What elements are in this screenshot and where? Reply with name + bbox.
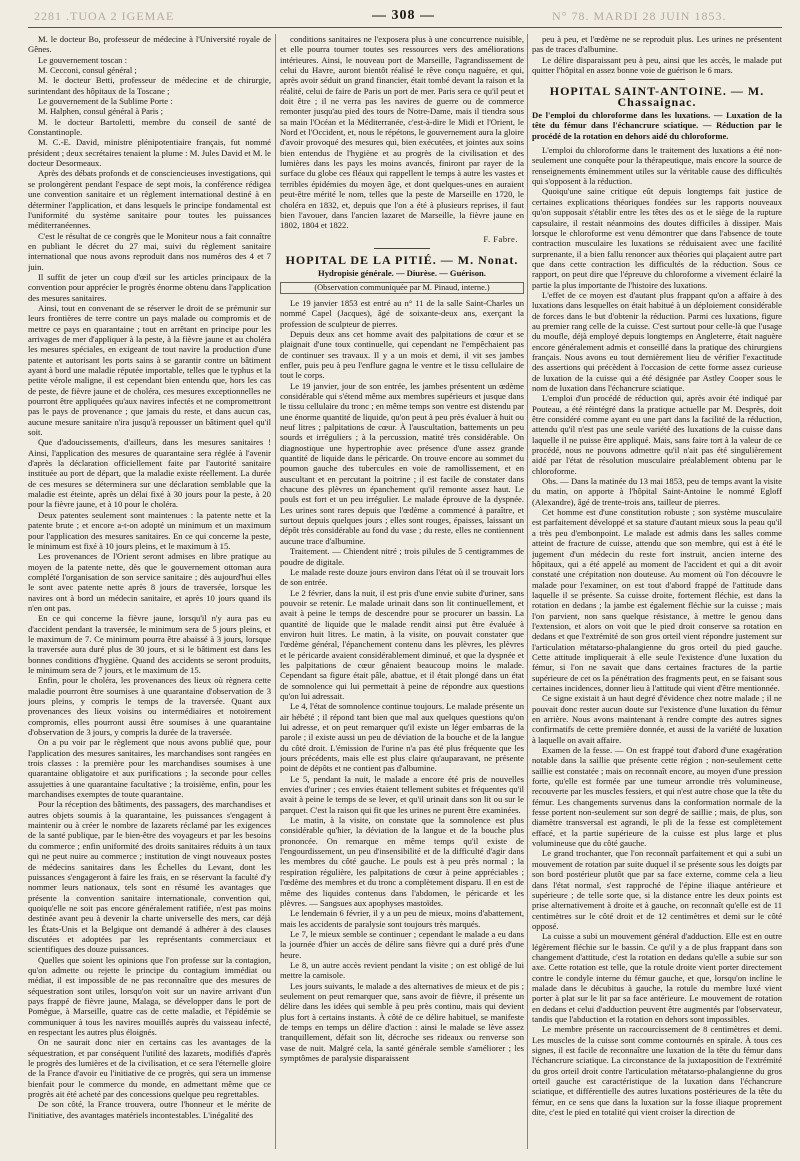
col3-top-paragraphs xyxy=(532,34,782,75)
paragraph: Le gouvernement de la Sublime Porte : xyxy=(38,96,173,107)
column-1 xyxy=(28,34,271,1152)
paragraph: De son côté, la France trouvera, outre l'honneur et le mérite de l'initiative, des avantages matériels incontestables. L'inégalité des xyxy=(28,1099,271,1120)
col1-paragraphs xyxy=(28,34,271,1120)
paragraph: Enfin, pour le choléra, les provenances des lieux où règnera cette maladie pourront être soumises à une quarantaine d'observation de 3 jours pleins, y compris le temps de la traversée. Quant aux provenances des lieux voisins ou intermédiaires et notoirement compromis, elles pourront aussi être soumises à une quarantaine d'observation de 3 jours, y compris la durée de la traversée. xyxy=(28,675,271,738)
paragraph: Cet homme est d'une constitution robuste ; son système musculaire est parfaitement développé et sa stature d'autant mieux sous la peau qu'il a très peu d'embonpoint. Le malade est admis dans les salles comme atteint de fracture de cuisse, attendu que son membre, qui est à été le jugement d'un médecin du reste fort instruit, ancien interne des hôpitaux, qui a été appelé au moment de l'accident et qui a dit avoir constaté une crépitation non douteuse. Au moment où l'on découvre le malade pour l'examiner, on est tout d'abord frappé de l'attitude dans laquelle il se présente. Sa cuisse droite, fortement fléchie, est dans la rotation en dedans ; la jambe est également fléchie sur la cuisse ; mais l'on parvient, non sans quelque résistance, à mettre le genou dans l'extension, et alors on voit que le pied droit conserve sa rotation en dedans et que l'extrémité de son gros orteil vient répondre justement sur l'articulation métatarso-phalangienne du gros orteil du pied gauche. Cette attitude impliquerait à elle seule l'existence d'une luxation du fémur, si l'on ne savait que dans certaines fractures de la partie supérieure de cet os la pénétration des fragments peut, en se faisant sous certaines incidences, donner lieu à l'attitude qui vient d'être mentionnée. xyxy=(532,507,782,693)
paragraph: Pour la réception des bâtiments, des passagers, des marchandises et autres objets soumis à la quarantaine, les puissances s'engagent à maintenir ou à créer le nombre de lazarets réclamé par les exigences de la santé publique, par le bien-être des voyageurs et par les besoins du commerce ; enfin uniformité des droits sanitaires réduits à un taux qui ne peut nuire au commerce ; institution de vingt nouveaux postes de médecins sanitaires dans les Échelles du Levant, dont les puissances s'engageront à faire les frais, en se réservant la faculté d'y nommer leurs nationaux, tels sont en résumé les avantages que présente la convention sanitaire internationale, convention qui, quoiqu'elle ne soit pas encore généralement ratifiée, n'est pas moins destinée avant peu à devenir la charte universelle des mers, car déjà les États-Unis et la Belgique ont demandé à adhérer à des clauses discutées et adoptées par les représentants commerciaux et scientifiques des douze puissances. xyxy=(28,799,271,955)
paragraph: Ce signe existait à un haut degré d'évidence chez notre malade ; il ne pouvait donc rester aucun doute sur l'existence d'une luxation du fémur en arrière. Nous avons maintenant à rendre compte des autres signes confirmatifs de cette première donnée, et aussi de la variété de luxation à laquelle on avait affaire. xyxy=(532,693,782,745)
paragraph: Les provenances de l'Orient seront admises en libre pratique au moyen de la patente nette, dès que le gouvernement ottoman aura complété l'organisation de son service sanitaire ; dès aujourd'hui elles le sont avec patente nette après 8 jours de traversée, lorsque les navires ont à bord un médecin sanitaire, et après 10 jours quand ils n'en ont pas. xyxy=(28,551,271,613)
paragraph: Le 19 janvier 1853 est entré au n° 11 de la salle Saint-Charles un nommé Capel (Jacques), âgé de soixante-deux ans, exerçant la profession de sculpteur de pierres. xyxy=(280,297,524,329)
hospital-pitie-heading: HOPITAL DE LA PITIÉ. — M. Nonat. xyxy=(285,252,519,267)
paragraph: Quoiqu'une saine critique eût depuis longtemps fait justice de certaines explications théoriques fondées sur les rapports nouveaux qu'on supposait s'établir entre les têtes des os et le siège de la rupture capsulaire, il restait néanmoins des doutes difficiles à dissiper. Mais lorsque le chloroforme est venu démontrer que dans l'absence de toute contraction musculaire les luxations se réduisaient avec une facilité surprenante, il a bien fallu renoncer aux théories qui plaçaient autre part que dans cette contraction les difficultés de la réduction. Sous ce rapport, on peut dire que l'épreuve du chloroforme a vivement éclairé la partie la plus importante de l'histoire des luxations. xyxy=(532,186,782,290)
paragraph: Depuis deux ans cet homme avait des palpitations de cœur et se plaignait d'une toux continuelle, qui cependant ne l'empêchaient pas de continuer ses travaux. Il y a un mois et demi, il vit ses jambes enfler, puis peu à peu l'enflure gagna le ventre et le tissu cellulaire de tout le corps. xyxy=(280,328,524,381)
header-bleed-right: N° 78. MARDI 28 JUIN 1853. xyxy=(552,9,727,23)
paragraph: L'emploi du chloroforme dans le traitement des luxations a été non-seulement une conquête pour la thérapeutique, mais encore la source de renseignements éminemment utiles sur la véritable cause des difficultés qui s'opposent à la réduction. xyxy=(532,145,782,187)
paragraph: On ne saurait donc nier en certains cas les avantages de la séquestration, et par conséquent l'utilité des lazarets, modifiés d'après le progrès des lumières et de la civilisation, et ce sera l'éternelle gloire de la France d'avoir eu l'initiative de ce progrès, qui sera un immense bienfait pour le commerce du monde, en admettant même que ce progrès ait été acheté par des concessions quelque peu regrettables. xyxy=(28,1037,271,1100)
paragraph: Le 8, un autre accès revient pendant la visite ; on est obligé de lui mettre la camisole. xyxy=(280,959,524,981)
hospital-pitie-subtitle: Hydropisie générale. — Diurèse. — Guérison. xyxy=(318,268,486,279)
paragraph: Traitement. — Chiendent nitré ; trois pilules de 5 centigrammes de poudre de digitale. xyxy=(280,546,524,567)
paragraph: L'effet de ce moyen est d'autant plus frappant qu'on a affaire à des luxations dans lesquelles on était habitué à un déploiement considérable de forces dans le but d'obtenir la réduction. Parmi ces luxations, figure au premier rang celle de la cuisse. C'est surtout pour celle-là que l'usage du moufle, déjà employé depuis longtemps en Angleterre, était naguère encore généralement admis et conseillé dans la pratique des chirurgiens français. Nous avons eu tout dernièrement lieu de vérifier l'exactitude des assertions qui précèdent à l'occasion de cette forme assez curieuse de luxation de la cuisse qui a été désignée par Astley Cooper sous le nom de luxation dans l'échancrure sciatique. xyxy=(532,289,782,393)
paragraph: Le malade reste douze jours environ dans l'état où il se trouvait lors de son entrée. xyxy=(280,566,524,588)
paragraph: Le 19 janvier, jour de son entrée, les jambes présentent un œdème considérable qui s'étend même aux membres supérieurs et jusque dans le tissu cellulaire du tronc ; en même temps son ventre est distendu par une énorme quantité de liquide, qu'on peut à peu près évaluer à huit ou neuf litres ; palpitations de cœur. À l'auscultation, battements un peu sourds et irréguliers ; à la percussion, matité très considérable. On diagnostique une hypertrophie avec présence d'une assez grande quantité de liquide dans le péricarde. On trouve encore au sommet du poumon gauche des tubercules en voie de ramollissement, et en auscultant et en percutant la poitrine ; il est facile de constater dans chacune des plèvres un épanchement qu'il remonte assez haut. Le pouls est fort et un peu irrégulier. Le malade éprouve de la dyspnée. Les urines sont rares depuis que l'œdème a commencé à paraître, et surtout depuis quelques jours ; elles sont rouges, épaisses, laissant un dépôt très considérable au fond du vase ; du reste, elles ne contiennent aucune trace d'albumine. xyxy=(280,380,524,546)
hospital-saint-antoine-subtitle: De l'emploi du chloroforme dans les luxations. — Luxation de la tête du fémur dans l'échancrure sciatique. — Réduction par le procédé de la rotation en dehors aidé du chloroforme. xyxy=(532,110,782,141)
paragraph: On a pu voir par le règlement que nous avons publié que, pour l'application des mesures sanitaires, les marchandises sont rangées en trois classes : la première pour les marchandises soumises à une quarantaine obligatoire et aux purifications ; la seconde pour celles assujetties à une quarantaine facultative ; la troisième, enfin, pour les marchandises exemptes de toute quarantaine. xyxy=(28,737,271,800)
paragraph: M. Halphen, consul général à Paris ; xyxy=(38,106,164,117)
observation-note: (Observation communiquée par M. Pinaud, interne.) xyxy=(280,282,524,294)
paragraph: Les jours suivants, le malade a des alternatives de mieux et de pis ; seulement on peut remarquer que, sans avoir de fièvre, il présente un délire dans les idées qui semble à peu près continu, mais qui devient plus fort à certains instants. À côté de ce délire habituel, se manifeste de temps en temps un délire d'action : ainsi le malade se lève assez tranquillement, défait son lit, décroche ses rideaux ou renverse son vase de nuit. Malgré cela, la santé générale semble s'améliorer ; les symptômes de paralysie disparaissent xyxy=(280,980,524,1063)
paragraph: Il suffit de jeter un coup d'œil sur les articles principaux de la convention pour apprécier le progrès énorme obtenu dans l'application des mesures sanitaires. xyxy=(28,271,271,303)
paragraph: Deux patentes seulement sont maintenues : la patente nette et la patente brute ; et encore a-t-on adopté un minimum et un maximum pour l'application des mesures sanitaires. En ce qui concerne la peste, le minimum est fixé à 10 jours pleins, et le maximum à 15. xyxy=(28,509,271,551)
column-divider xyxy=(275,34,276,1149)
paragraph: conditions sanitaires ne l'exposera plus à une concurrence nuisible, et elle pourra tourner toutes ses ressources vers des améliorations intérieures. Ainsi, le nouveau port de Marseille, l'agrandissement de celui du Havre, auront bientôt réalisé le rêve conçu naguère, et qui, après avoir séduit un grand financier, était tombé devant la raison et la réalité, celui de faire de Paris un port de mer. Paris sera ce qu'il peut et doit être ; il ne verra pas les navires de guerre ou de commerce remonter jusqu'au pied des tours de Notre-Dame, mais il tiendra sous sa main l'Océan et la Méditerranée, c'est-à-dire le Midi et l'Orient, le Nord et l'Occident, et, nous le répétons, le gouvernement aura la gloire d'avoir provoqué des mesures qui, bien exécutées, et jointes aux soins bien entendus de l'hygiène et au progrès de la civilisation et des lumières dans les pays les moins avancés, finiront par rayer de la surface du globe ces fléaux qui rappellent le temps à autre les vastes et terribles épidémies du moyen âge, et dont quelques-unes en auraient peut-être mérité le nom, telles que la peste de Marseille en 1720, le choléra en 1832, et, depuis que l'on a été à plusieurs reprises, il faut bien l'avouer, dans l'ancien lazaret de Marseille, la fièvre jaune en 1802, 1804 et 1822. xyxy=(280,34,524,231)
col2-body-paragraphs xyxy=(280,298,524,1063)
paragraph: M. le docteur Bartoletti, membre du conseil de santé de Constantinople. xyxy=(28,116,271,138)
paragraph: Le membre présente un raccourcissement de 8 centimètres et demi. Les muscles de la cuisse sont comme contournés en spirale. À tous ces signes, il est facile de reconnaître une luxation de la tête du fémur dans l'échancrure sciatique. La circonstance de la juxtaposition de l'extrémité du gros orteil droit contre l'articulation métatarso-phalangienne du gros orteil gauche est caractéristique de la luxation dans l'échancrure sciatique, et différentielle des autres luxations postérieures de la tête du fémur, en ce sens que dans la luxation sur la fosse iliaque proprement dite, c'est le pied en totalité qui vient croiser la direction de xyxy=(532,1024,782,1118)
paragraph: Le lendemain 6 février, il y a un peu de mieux, moins d'abattement, mais les accidents de paralysie sont toujours très marqués. xyxy=(280,908,524,929)
paragraph: Le 2 février, dans la nuit, il est pris d'une envie subite d'uriner, sans pouvoir se retenir. Le malade urinait dans son lit continuellement, et avait à peine le temps de descendre pour se procurer un bassin. La quantité de liquide que le malade rendit ainsi put être évaluée à environ huit litres. Le matin, à la visite, on pouvait constater que l'œdème général, l'épanchement contenu dans les plèvres, les plèvres et le péricarde avaient considérablement diminué, et que la dyspnée et les palpitations de cœur gênaient beaucoup moins le malade. Cependant sa figure était pâle, abattue, et il était plongé dans un état de somnolence qui lui permettait à peine de répondre aux questions qu'on lui adressait. xyxy=(280,587,524,701)
column-2 xyxy=(280,34,524,1152)
paragraph: M. C.-E. David, ministre plénipotentiaire français, fut nommé président ; deux secrétaires tenaient la plume : M. Jules David et M. le docteur Desormeaux. xyxy=(28,137,271,169)
paragraph: Le 5, pendant la nuit, le malade a encore été pris de nouvelles envies d'uriner ; ces envies étaient tellement subites et fréquentes qu'il avait à peine le temps de se lever, et qu'il urinait dans son lit ou sur le parquet. C'est la raison qui fit que les urines ne purent être examinées. xyxy=(280,773,524,815)
paragraph: Le délire disparaissant peu à peu, ainsi que les accès, le malade put quitter l'hôpital en assez bonne voie de guérison le 6 mars. xyxy=(532,54,782,76)
col3-body-paragraphs xyxy=(532,145,782,1117)
paragraph: peu à peu, et l'œdème ne se reproduit plus. Les urines ne présentent pas de traces d'albumine. xyxy=(532,34,782,55)
paragraph: Le grand trochanter, que l'on reconnaît parfaitement et qui a subi un mouvement de rotation par suite duquel il se présente sous les doigts par son bord postérieur plutôt que par sa face externe, comme cela a lieu dans l'état normal, s'est rapproché de l'épine iliaque antérieure et supérieure ; de telle sorte que, si la distance entre les deux points est prise alternativement à droite et à gauche, on reconnaît qu'elle est de 11 centimètres sur le côté droit et de 12 centimètres et demi sur le côté opposé. xyxy=(532,848,782,931)
paragraph: Que d'adoucissements, d'ailleurs, dans les mesures sanitaires ! Ainsi, l'application des mesures de quarantaine sera réglée à l'avenir d'après la déclaration officiellement faite par l'autorité sanitaire instituée au port de départ, que la maladie existe réellement. La durée de ces mesures se déterminera sur une déclaration semblable que la maladie est éteinte, après un délai fixé à 30 jours pour la peste, à 20 pour la fièvre jaune, et à 10 pour le choléra. xyxy=(28,437,271,510)
article-separator xyxy=(374,248,430,249)
hospital-saint-antoine-heading: HOPITAL SAINT-ANTOINE. — M. Chassaignac. xyxy=(549,84,765,109)
col2-top-paragraphs xyxy=(280,34,524,231)
paragraph: Après des débats profonds et de consciencieuses investigations, qui se prolongèrent pendant l'espace de sept mois, la conférence rédigea une convention sanitaire et un règlement international destiné à en déterminer l'application, et dans lesquels le principe fondamental est l'uniformité du système sanitaire pour toutes les puissances méditerranéennes. xyxy=(28,168,271,231)
page-number: — 308 — xyxy=(372,8,435,23)
header-bleed-left: 2281 .TUOA 2 IGEMAE xyxy=(34,9,175,23)
column-divider xyxy=(527,34,528,1149)
paragraph: La cuisse a subi un mouvement général d'adduction. Elle est en outre légèrement fléchie sur le bassin. Ce qu'il y a de plus frappant dans son changement d'attitude, c'est la rotation en dedans qu'elle a subie sur son axe. Cette rotation est telle, que la rotule droite vient porter directement contre le condyle interne du fémur gauche, et que, lorsqu'on incline le malade dans le décubitus à gauche, la rotule du membre luxé vient porter à plat sur le lit par sa face antérieure. Le mouvement de rotation en dedans et celui d'adduction peuvent être augmentés par l'observateur, tandis que l'abduction et la rotation en dehors sont impossibles. xyxy=(532,931,782,1024)
paragraph: Obs. — Dans la matinée du 13 mai 1853, peu de temps avant la visite du matin, on apporte à l'hôpital Saint-Antoine le nommé Egloff (Alexandre), âgé de trente-trois ans, tailleur de pierres. xyxy=(532,476,782,507)
article-separator xyxy=(629,79,685,80)
paragraph: Le 4, l'état de somnolence continue toujours. Le malade présente un air hébété ; il répond tant bien que mal aux quelques questions qu'on lui adresse, et on peut remarquer qu'il existe un léger embarras de la parole ; il existe aussi un peu de déviation de la bouche et de la langue du côté droit. L'émission de l'urine n'a pas été plus fréquente que les jours précédents, mais elle est plus claire qu'auparavant, ne présente point de dépôts et ne contient pas d'albumine. xyxy=(280,701,524,774)
paragraph: C'est le résultat de ce congrès que le Moniteur nous a fait connaître en publiant le décret du 27 mai, suivi du règlement sanitaire international que nous avons reproduit dans nos numéros des 4 et 7 juin. xyxy=(28,230,271,272)
paragraph: Quelles que soient les opinions que l'on professe sur la contagion, qu'on admette ou rejette le principe du contagium immédiat ou médiat, il est impossible de ne pas reconnaître que des mesures de séquestration sont utiles, lorsqu'on voit sur un navire arrivant d'un pays frappé de fièvre jaune, Malaga, se développer dans le port de Pomègue, à Marseille, quatre cas de cette maladie, et l'épidémie se communiquer à tous les navires mouillés auprès du vaisseau infecté, en respectant les autres plus éloignés. xyxy=(28,954,271,1037)
paragraph: Le gouvernement toscan : xyxy=(38,54,128,65)
paragraph: M. le docteur Betti, professeur de médecine et de chirurgie, surintendant des hôpitaux de la Toscane ; xyxy=(28,75,271,96)
header-rule xyxy=(28,27,782,28)
paragraph: Examen de la fesse. — On est frappé tout d'abord d'une exagération notable dans la saillie que présente cette région ; non-seulement cette saillie est constatée ; mais on reconnaît encore, au moyen d'une pression forte, qu'elle est formée par une tumeur arrondie très volumineuse, recouverte par les muscles fessiers, et qui n'est autre chose que la tête du fémur. Les changements survenus dans la conformation normale de la fesse portent non-seulement sur son degré de saillie ; mais, de plus, son diamètre transversal est agrandi, le pli de la fesse est complètement effacé, et la partie supérieure de la cuisse est plus large et plus volumineuse que du côté gauche. xyxy=(532,745,782,849)
paragraph: Ainsi, tout en convenant de se réserver le droit de se prémunir sur leurs frontières de terre contre un pays malade ou compromis et de mettre ce pays en quarantaine ; tout en arrêtant en principe pour les arrivages de mer d'appliquer à la peste, à la fièvre jaune et au choléra les mesures spéciales, en exigeant de tout navire la production d'une patente et autorisant les ports sains à se garantir contre un bâtiment ayant à bord une maladie réputée importable, telles que le typhus et la petite vérole maligne, il est cependant bien entendu que, hors les cas de peste, de fièvre jaune et de choléra, ces mesures exceptionnelles ne pourront être appliquées qu'aux navires infectés et ne compromettront pas le pays de provenance ; que jamais du reste, et dans aucun cas, aucune mesure sanitaire n'ira jusqu'à repousser un bâtiment quel qu'il soit. xyxy=(28,302,271,438)
article-signature: F. Fabre. xyxy=(483,233,518,244)
column-3 xyxy=(532,34,782,1152)
paragraph: M. Cecconi, consul général ; xyxy=(38,65,137,76)
paragraph: En ce qui concerne la fièvre jaune, lorsqu'il n'y aura pas eu d'accident pendant la traversée, le minimum sera de 5 jours pleins, et le maximum de 7. Ce minimum pourra être abaissé à 3 jours, lorsque la traversée aura duré plus de 30 jours, et si le bâtiment est dans les bonnes conditions d'hygiène. Quand des accidents se seront produits, le minimum sera de 7 jours, et le maximum de 15. xyxy=(28,613,271,675)
paragraph: M. le docteur Bo, professeur de médecine à l'Université royale de Gênes. xyxy=(28,34,271,55)
paragraph: Le matin, à la visite, on constate que la somnolence est plus considérable qu'hier, la déviation de la langue et de la bouche plus prononcée. On remarque en même temps qu'il existe de l'engourdissement, un peu d'insensibilité et de la difficulté d'agir dans les membres du côté gauche. Le pouls est à peu près normal ; la respiration régulière, les palpitations de cœur à peine appréciables ; l'œdème des membres et du tronc a complètement disparu. Il en est de même des liquides contenus dans l'abdomen, le péricarde et les plèvres. — Sangsues aux apophyses mastoïdes. xyxy=(280,815,524,908)
page-header xyxy=(0,8,800,26)
paragraph: Le 7, le mieux semble se continuer ; cependant le malade a eu dans la journée d'hier un accès de délire sans fièvre qui a duré près d'une heure. xyxy=(280,928,524,960)
paragraph: L'emploi d'un procédé de réduction qui, après avoir été indiqué par Pouteau, a été réintégré dans la pratique actuelle par M. Desprès, doit être considéré comme ayant eu une part dans la facilité de la réduction, attendu qu'il n'est pas une seule variété des luxations de la cuisse dans laquelle il ne puisse être appliqué. Mais, sans faire tort à la valeur de ce procédé, nous ne pouvons admettre qu'il n'ait pas été singulièrement aidé par l'état de résolution musculaire préalablement obtenu par le chloroforme. xyxy=(532,393,782,476)
